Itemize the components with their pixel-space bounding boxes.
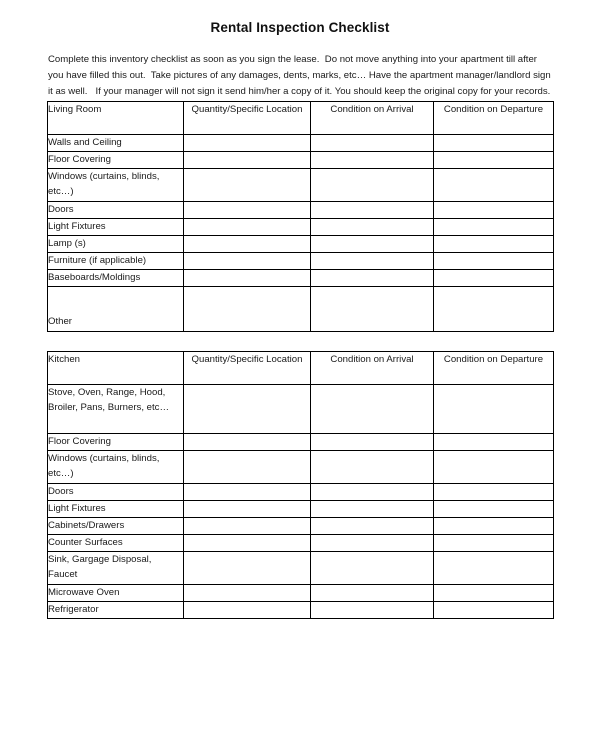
input-cell-condition-departure[interactable] [434,151,554,168]
input-cell-condition-arrival[interactable] [311,483,434,500]
input-cell-quantity-location[interactable] [184,218,311,235]
item-label-windows-curtains-blinds-etc: Windows (curtains, blinds, etc…) [48,168,184,201]
input-cell-quantity-location[interactable] [184,433,311,450]
table-header-row [48,101,554,134]
input-cell-condition-arrival[interactable] [311,201,434,218]
input-cell-condition-departure[interactable] [434,584,554,601]
table-row [48,235,554,252]
checklist-table-living-room [47,101,554,332]
room-heading-living-room: Living Room [48,101,184,134]
input-cell-condition-departure[interactable] [434,601,554,618]
table-row [48,218,554,235]
table-row [48,151,554,168]
input-cell-condition-arrival[interactable] [311,134,434,151]
table-row [48,601,554,618]
table-row [48,584,554,601]
item-label-windows-curtains-blinds-etc: Windows (curtains, blinds, etc…) [48,450,184,483]
column-header-condition-departure: Condition on Departure [434,101,554,134]
column-header-condition-departure: Condition on Departure [434,351,554,384]
input-cell-condition-arrival[interactable] [311,269,434,286]
input-cell-condition-arrival[interactable] [311,151,434,168]
input-cell-quantity-location[interactable] [184,252,311,269]
item-label-other: Other [48,286,184,331]
table-row [48,433,554,450]
input-cell-condition-departure[interactable] [434,218,554,235]
input-cell-quantity-location[interactable] [184,483,311,500]
table-row [48,517,554,534]
input-cell-condition-arrival[interactable] [311,584,434,601]
input-cell-condition-departure[interactable] [434,134,554,151]
item-label-doors: Doors [48,201,184,218]
item-label-cabinets-drawers: Cabinets/Drawers [48,517,184,534]
item-label-microwave-oven: Microwave Oven [48,584,184,601]
input-cell-condition-departure[interactable] [434,517,554,534]
item-label-counter-surfaces: Counter Surfaces [48,534,184,551]
input-cell-quantity-location[interactable] [184,450,311,483]
table-row [48,252,554,269]
table-row [48,551,554,584]
item-label-floor-covering: Floor Covering [48,433,184,450]
item-label-stove-oven-range-hood-broiler-pans-burne: Stove, Oven, Range, Hood, Broiler, Pans, Burners, etc… [48,384,184,433]
input-cell-quantity-location[interactable] [184,286,311,331]
input-cell-condition-arrival[interactable] [311,384,434,433]
input-cell-condition-arrival[interactable] [311,218,434,235]
input-cell-quantity-location[interactable] [184,517,311,534]
column-header-quantity-location: Quantity/Specific Location [184,351,311,384]
input-cell-condition-departure[interactable] [434,286,554,331]
input-cell-quantity-location[interactable] [184,168,311,201]
checklist-table-kitchen [47,351,554,619]
table-row [48,269,554,286]
table-row [48,384,554,433]
input-cell-condition-departure[interactable] [434,384,554,433]
table-row [48,201,554,218]
table-row [48,286,554,331]
table-row [48,483,554,500]
item-label-sink-gargage-disposal-faucet: Sink, Gargage Disposal, Faucet [48,551,184,584]
input-cell-condition-arrival[interactable] [311,517,434,534]
input-cell-condition-arrival[interactable] [311,601,434,618]
input-cell-condition-arrival[interactable] [311,500,434,517]
input-cell-quantity-location[interactable] [184,134,311,151]
item-label-walls-and-ceiling: Walls and Ceiling [48,134,184,151]
item-label-floor-covering: Floor Covering [48,151,184,168]
item-label-furniture-if-applicable: Furniture (if applicable) [48,252,184,269]
table-row [48,134,554,151]
column-header-condition-arrival: Condition on Arrival [311,101,434,134]
input-cell-quantity-location[interactable] [184,201,311,218]
input-cell-condition-arrival[interactable] [311,252,434,269]
table-row [48,500,554,517]
input-cell-quantity-location[interactable] [184,584,311,601]
input-cell-quantity-location[interactable] [184,551,311,584]
input-cell-quantity-location[interactable] [184,601,311,618]
input-cell-quantity-location[interactable] [184,269,311,286]
item-label-light-fixtures: Light Fixtures [48,500,184,517]
input-cell-quantity-location[interactable] [184,500,311,517]
input-cell-condition-departure[interactable] [434,483,554,500]
input-cell-quantity-location[interactable] [184,235,311,252]
item-label-refrigerator: Refrigerator [48,601,184,618]
input-cell-condition-departure[interactable] [434,500,554,517]
input-cell-condition-departure[interactable] [434,534,554,551]
input-cell-condition-arrival[interactable] [311,286,434,331]
input-cell-condition-departure[interactable] [434,551,554,584]
input-cell-condition-departure[interactable] [434,252,554,269]
page-title: Rental Inspection Checklist [210,20,390,35]
item-label-baseboards-moldings: Baseboards/Moldings [48,269,184,286]
input-cell-condition-arrival[interactable] [311,450,434,483]
item-label-doors: Doors [48,483,184,500]
intro-paragraph: Complete this inventory checklist as soon as you sign the lease. Do not move anything into your apartment till after you have filled this out. Take pictures of any damages, dents, marks, etc… Have the apartment manager/landlord sign it as well. If your manager will not sign it send him/her a copy of it. You should keep the original copy for your records. [48,54,554,98]
input-cell-condition-departure[interactable] [434,433,554,450]
column-header-quantity-location: Quantity/Specific Location [184,101,311,134]
item-label-lamp-s: Lamp (s) [48,235,184,252]
input-cell-quantity-location[interactable] [184,151,311,168]
input-cell-condition-arrival[interactable] [311,235,434,252]
input-cell-condition-departure[interactable] [434,235,554,252]
table-row [48,450,554,483]
table-row [48,168,554,201]
input-cell-condition-departure[interactable] [434,450,554,483]
input-cell-condition-arrival[interactable] [311,551,434,584]
input-cell-condition-departure[interactable] [434,201,554,218]
table-row [48,534,554,551]
input-cell-condition-arrival[interactable] [311,433,434,450]
input-cell-quantity-location[interactable] [184,384,311,433]
table-header-row [48,351,554,384]
room-heading-kitchen: Kitchen [48,351,184,384]
item-label-light-fixtures: Light Fixtures [48,218,184,235]
input-cell-condition-departure[interactable] [434,269,554,286]
input-cell-condition-departure[interactable] [434,168,554,201]
checklist-tables [0,101,600,619]
input-cell-condition-arrival[interactable] [311,534,434,551]
input-cell-condition-arrival[interactable] [311,168,434,201]
column-header-condition-arrival: Condition on Arrival [311,351,434,384]
input-cell-quantity-location[interactable] [184,534,311,551]
